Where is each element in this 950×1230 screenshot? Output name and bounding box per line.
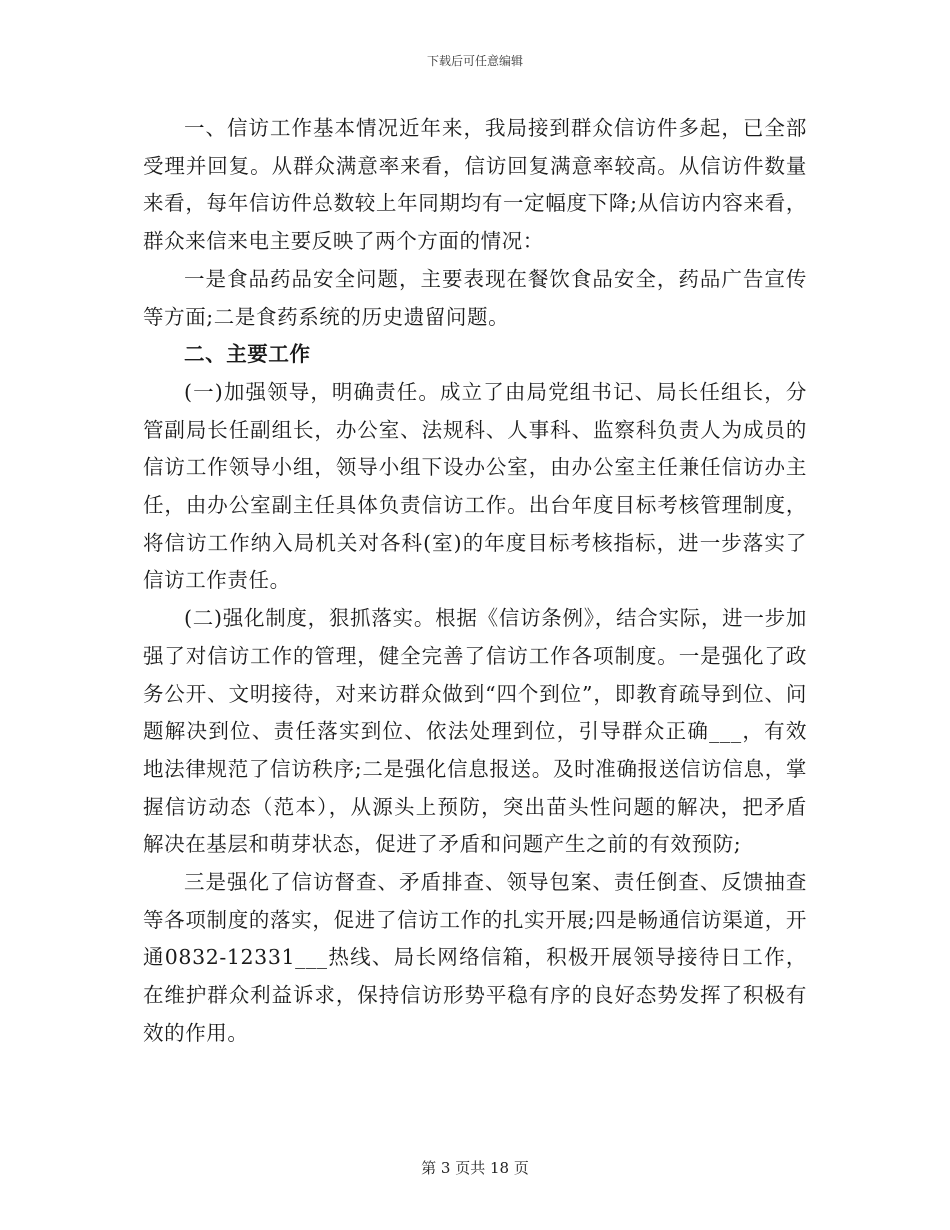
page-header: 下载后可任意编辑 (426, 54, 523, 68)
section-heading-main-work: 二、主要工作 (184, 342, 311, 367)
document-body (143, 110, 807, 1053)
paragraph-basic-situation: 一、信访工作基本情况近年来，我局接到群众信访件多起，已全部受理并回复。从群众满意率来看，信访回复满意率较高。从信访件数量来看，每年信访件总数较上年同期均有一定幅度下降;从信访内容来看，群众来信来电主要反映了两个方面的情况： (143, 116, 807, 254)
paragraph-issues: 一是食品药品安全问题，主要表现在餐饮食品安全，药品广告宣传等方面;二是食药系统的历史遗留问题。 (143, 266, 807, 329)
page-number: 第 3 页共 18 页 (421, 1159, 529, 1177)
paragraph-leadership: (一)加强领导，明确责任。成立了由局党组书记、局长任组长，分管副局长任副组长，办公室、法规科、人事科、监察科负责人为成员的信访工作领导小组，领导小组下设办公室，由办公室主任兼任信访办主任，由办公室副主任具体负责信访工作。出台年度目标考核管理制度，将信访工作纳入局机关对各科(室)的年度目标考核指标，进一步落实了信访工作责任。 (143, 379, 807, 593)
paragraph-supervision: 三是强化了信访督查、矛盾排查、领导包案、责任倒查、反馈抽查等各项制度的落实，促进了信访工作的扎实开展;四是畅通信访渠道，开通0832-12331___热线、局长网络信箱，积极开展领导接待日工作，在维护群众利益诉求，保持信访形势平稳有序的良好态势发挥了积极有效的作用。 (143, 870, 807, 1045)
paragraph-system: (二)强化制度，狠抓落实。根据《信访条例》，结合实际，进一步加强了对信访工作的管理，健全完善了信访工作各项制度。一是强化了政务公开、文明接待，对来访群众做到“四个到位”，即教育疏导到位、问题解决到位、责任落实到位、依法处理到位，引导群众正确___，有效地法律规范了信访秩序;二是强化信息报送。及时准确报送信访信息，掌握信访动态（范本），从源头上预防，突出苗头性问题的解决，把矛盾解决在基层和萌芽状态，促进了矛盾和问题产生之前的有效预防; (143, 606, 807, 857)
